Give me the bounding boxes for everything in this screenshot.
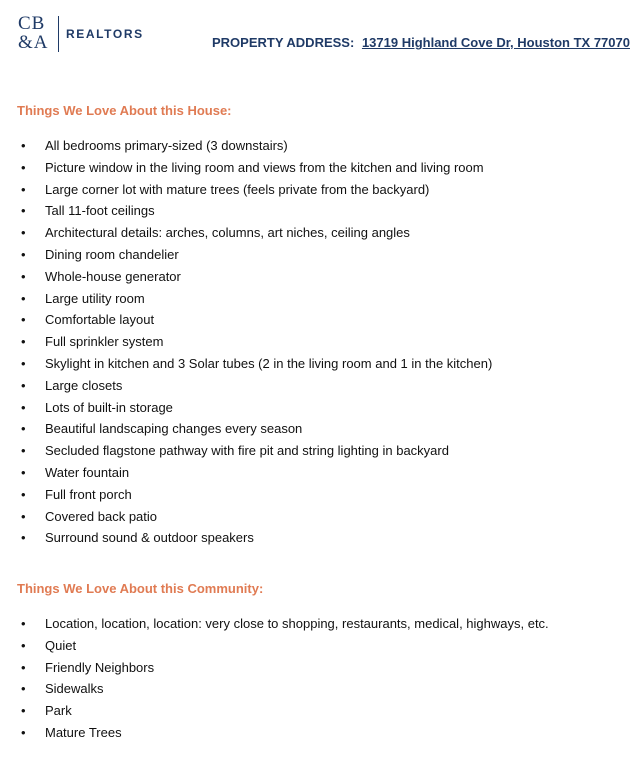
list-item	[0, 397, 630, 419]
list-item-text: Tall 11-foot ceilings	[45, 203, 155, 219]
list-item	[0, 635, 630, 657]
bullet-icon: •	[21, 464, 26, 480]
list-item-text: Picture window in the living room and views from the kitchen and living room	[45, 159, 484, 175]
list-item	[0, 200, 630, 222]
list-item-text: Location, location, location: very close to shopping, restaurants, medical, highways, etc.	[45, 616, 549, 631]
bullet-icon: •	[21, 443, 26, 459]
list-item-text: Mature Trees	[45, 724, 122, 740]
list-item	[0, 462, 630, 484]
bullet-icon: •	[21, 486, 26, 502]
list-item	[0, 309, 630, 331]
list-item-text: Surround sound & outdoor speakers	[45, 530, 254, 546]
bullet-icon: •	[21, 312, 26, 328]
list-item-text: Full sprinkler system	[45, 334, 164, 350]
list-item	[0, 266, 630, 288]
list-item-text: Large corner lot with mature trees (feels private from the backyard)	[45, 181, 430, 197]
bullet-icon: •	[21, 355, 26, 371]
list-item-text: Large utility room	[45, 290, 145, 306]
bullet-icon: •	[21, 159, 26, 175]
list-item	[0, 613, 630, 635]
list-item	[0, 135, 630, 157]
list-item	[0, 440, 630, 462]
logo-divider	[58, 16, 59, 52]
list-item-text: Lots of built-in storage	[45, 399, 173, 415]
bullet-icon: •	[21, 334, 26, 350]
bullet-icon: •	[21, 225, 26, 241]
list-item	[0, 418, 630, 440]
bullet-icon: •	[21, 138, 26, 153]
list-item-text: Covered back patio	[45, 508, 158, 524]
bullet-icon: •	[21, 724, 26, 740]
logo-wordmark: REALTORS	[66, 27, 144, 41]
list-item-text: Comfortable layout	[45, 312, 155, 328]
bullet-icon: •	[21, 246, 26, 262]
list-item	[0, 244, 630, 266]
list-item	[0, 353, 630, 375]
list-item-text: Skylight in kitchen and 3 Solar tubes (2 in the living room and 1 in the kitchen)	[45, 355, 493, 371]
list-item-text: All bedrooms primary-sized (3 downstairs)	[45, 138, 288, 153]
list-item-text: Secluded flagstone pathway with fire pit and string lighting in backyard	[45, 443, 449, 459]
logo-monogram	[18, 14, 54, 54]
bullet-icon: •	[21, 268, 26, 284]
list-item	[0, 222, 630, 244]
bullet-icon: •	[21, 399, 26, 415]
bullet-icon: •	[21, 181, 26, 197]
list-item	[0, 331, 630, 353]
list-item-text: Sidewalks	[45, 681, 104, 697]
logo-monogram-line2: &A	[18, 32, 49, 53]
list-item	[0, 722, 630, 744]
list-item-text: Whole-house generator	[45, 268, 181, 284]
logo-monogram-line1: CB	[18, 13, 46, 34]
bullet-icon: •	[21, 530, 26, 546]
house-section-title: Things We Love About this House:	[17, 103, 232, 118]
list-item	[0, 678, 630, 700]
list-item	[0, 179, 630, 201]
page-header	[0, 0, 630, 70]
community-section-title: Things We Love About this Community:	[17, 581, 264, 596]
list-item-text: Architectural details: arches, columns, art niches, ceiling angles	[45, 225, 410, 241]
house-features-list	[0, 135, 630, 549]
bullet-icon: •	[21, 637, 26, 653]
list-item	[0, 506, 630, 528]
bullet-icon: •	[21, 290, 26, 306]
list-item	[0, 700, 630, 722]
list-item-text: Quiet	[45, 637, 77, 653]
list-item-text: Large closets	[45, 377, 123, 393]
list-item-text: Water fountain	[45, 464, 130, 480]
list-item-text: Friendly Neighbors	[45, 659, 155, 675]
bullet-icon: •	[21, 377, 26, 393]
bullet-icon: •	[21, 508, 26, 524]
property-address-value: 13719 Highland Cove Dr, Houston TX 77070	[361, 35, 630, 50]
bullet-icon: •	[21, 703, 26, 719]
property-address	[212, 35, 630, 50]
bullet-icon: •	[21, 203, 26, 219]
list-item	[0, 527, 630, 549]
property-address-label: PROPERTY ADDRESS:	[212, 35, 355, 50]
bullet-icon: •	[21, 681, 26, 697]
bullet-icon: •	[21, 616, 26, 631]
bullet-icon: •	[21, 421, 26, 437]
list-item	[0, 657, 630, 679]
community-features-list	[0, 613, 630, 744]
list-item	[0, 484, 630, 506]
list-item	[0, 288, 630, 310]
list-item	[0, 375, 630, 397]
cba-realtors-logo	[18, 13, 144, 54]
list-item-text: Park	[45, 703, 72, 719]
list-item	[0, 157, 630, 179]
list-item-text: Full front porch	[45, 486, 132, 502]
list-item-text: Dining room chandelier	[45, 246, 179, 262]
bullet-icon: •	[21, 659, 26, 675]
list-item-text: Beautiful landscaping changes every season	[45, 421, 303, 437]
